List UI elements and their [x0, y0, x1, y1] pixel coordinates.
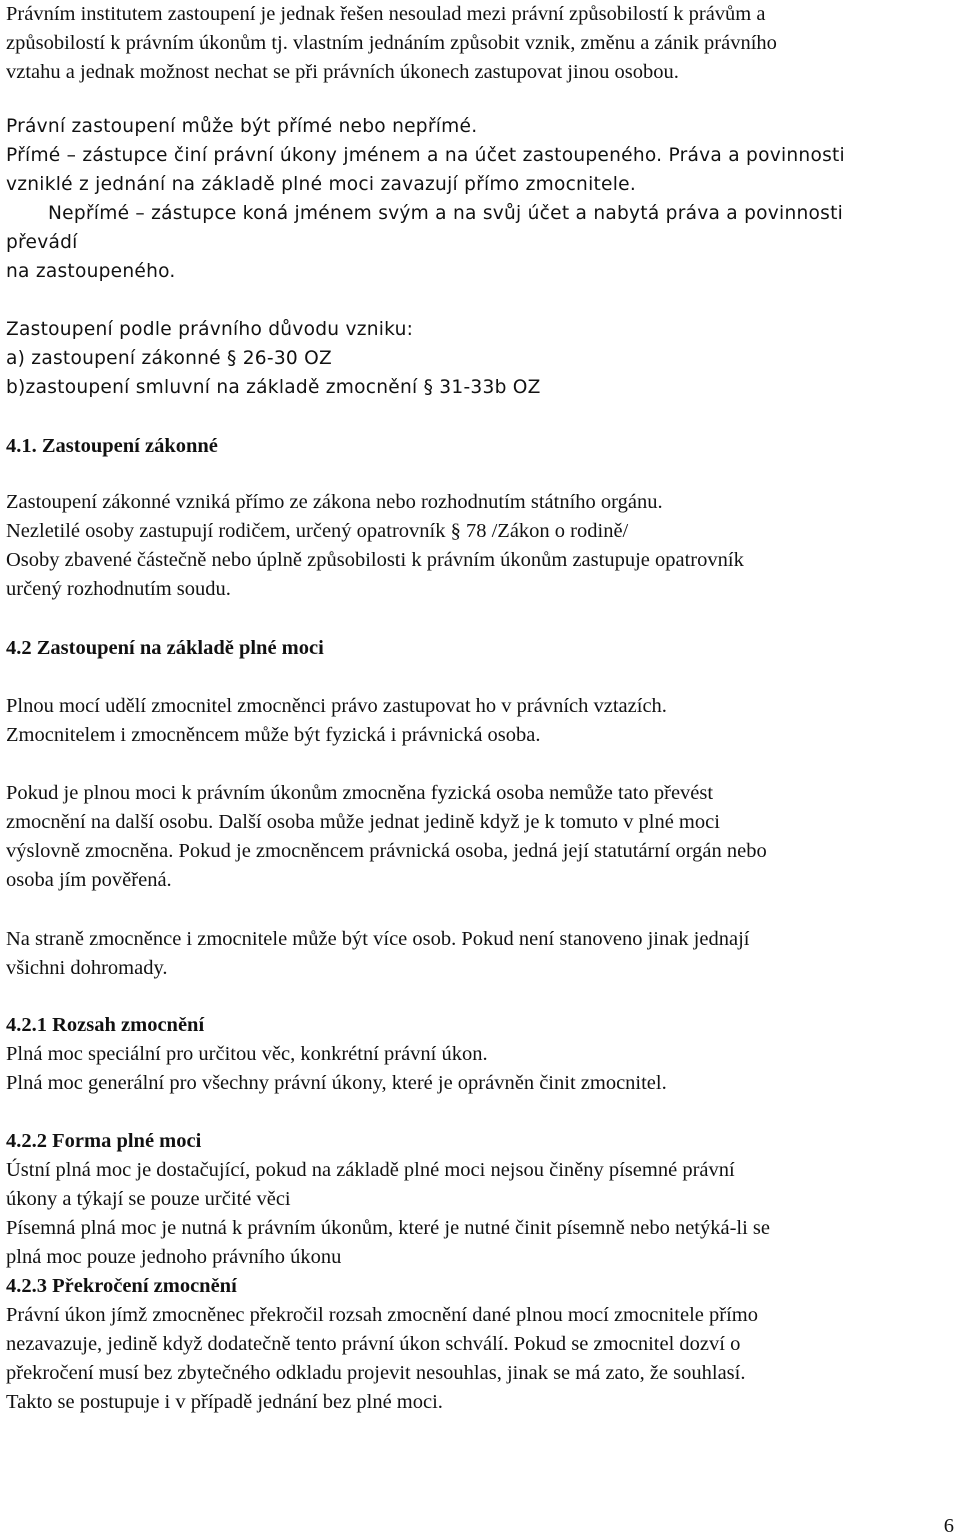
paragraph-line: Takto se postupuje i v případě jednání bez plné moci. — [6, 1391, 443, 1413]
paragraph-line: Plná moc generální pro všechny právní úkony, které je oprávněn činit zmocnitel. — [6, 1072, 667, 1094]
paragraph-line: Právním institutem zastoupení je jednak řešen nesoulad mezi právní způsobilostí k právům a — [6, 3, 766, 25]
paragraph-line: Právní úkon jímž zmocněnec překročil rozsah zmocnění dané plnou mocí zmocnitele přímo — [6, 1304, 758, 1326]
paragraph-line: Nepřímé – zástupce koná jménem svým a na svůj účet a nabytá práva a povinnosti — [48, 203, 844, 224]
paragraph-line: Zastoupení podle právního důvodu vzniku: — [6, 319, 414, 340]
paragraph-line: úkony a týkají se pouze určité věci — [6, 1188, 291, 1210]
list-item: a) zastoupení zákonné § 26-30 OZ — [6, 348, 333, 369]
section-heading: 4.2.1 Rozsah zmocnění — [6, 1014, 205, 1036]
paragraph-line: Na straně zmocněnce i zmocnitele může být více osob. Pokud není stanoveno jinak jednají — [6, 928, 750, 950]
section-heading: 4.2 Zastoupení na základě plné moci — [6, 637, 324, 659]
paragraph-line: nezavazuje, jedině když dodatečně tento právní úkon schválí. Pokud se zmocnitel dozví o — [6, 1333, 741, 1355]
paragraph-line: převádí — [6, 232, 78, 253]
paragraph-line: Zastoupení zákonné vzniká přímo ze zákona nebo rozhodnutím státního orgánu. — [6, 491, 663, 513]
section-heading: 4.2.3 Překročení zmocnění — [6, 1275, 237, 1297]
paragraph-line: všichni dohromady. — [6, 957, 168, 979]
paragraph-line: osoba jím pověřená. — [6, 869, 172, 891]
paragraph-line: určený rozhodnutím soudu. — [6, 578, 231, 600]
paragraph-line: zmocnění na další osobu. Další osoba může jednat jedině když je k tomuto v plné moci — [6, 811, 720, 833]
paragraph-line: Přímé – zástupce činí právní úkony jménem a na účet zastoupeného. Práva a povinnosti — [6, 145, 845, 166]
paragraph-line: Písemná plná moc je nutná k právním úkonům, které je nutné činit písemně nebo netýká-li se — [6, 1217, 771, 1239]
paragraph-line: Ústní plná moc je dostačující, pokud na základě plné moci nejsou činěny písemné právní — [6, 1159, 735, 1181]
paragraph-line: překročení musí bez zbytečného odkladu projevit nesouhlas, jinak se má zato, že souhlasí. — [6, 1362, 746, 1384]
paragraph-line: vzniklé z jednání na základě plné moci zavazují přímo zmocnitele. — [6, 174, 636, 195]
list-item: b)zastoupení smluvní na základě zmocnění § 31-33b OZ — [6, 377, 541, 398]
paragraph-line: Právní zastoupení může být přímé nebo nepřímé. — [6, 116, 478, 137]
paragraph-line: Plnou mocí udělí zmocnitel zmocněnci právo zastupovat ho v právních vztazích. — [6, 695, 667, 717]
paragraph-line: na zastoupeného. — [6, 261, 176, 282]
paragraph-line: výslovně zmocněna. Pokud je zmocněncem právnická osoba, jedná její statutární orgán nebo — [6, 840, 767, 862]
paragraph-line: Pokud je plnou moci k právním úkonům zmocněna fyzická osoba nemůže tato převést — [6, 782, 714, 804]
paragraph-line: Zmocnitelem i zmocněncem může být fyzická i právnická osoba. — [6, 724, 541, 746]
paragraph-line: plná moc pouze jednoho právního úkonu — [6, 1246, 342, 1268]
section-heading: 4.2.2 Forma plné moci — [6, 1130, 202, 1152]
paragraph-line: vztahu a jednak možnost nechat se při právních úkonech zastupovat jinou osobou. — [6, 61, 679, 83]
paragraph-line: způsobilostí k právním úkonům tj. vlastním jednáním způsobit vznik, změnu a zánik právního — [6, 32, 777, 54]
paragraph-line: Nezletilé osoby zastupují rodičem, určený opatrovník § 78 /Zákon o rodině/ — [6, 520, 629, 542]
page-number: 6 — [943, 1515, 954, 1537]
section-heading: 4.1. Zastoupení zákonné — [6, 435, 218, 457]
paragraph-line: Plná moc speciální pro určitou věc, konkrétní právní úkon. — [6, 1043, 488, 1065]
paragraph-line: Osoby zbavené částečně nebo úplně způsobilosti k právním úkonům zastupuje opatrovník — [6, 549, 744, 571]
